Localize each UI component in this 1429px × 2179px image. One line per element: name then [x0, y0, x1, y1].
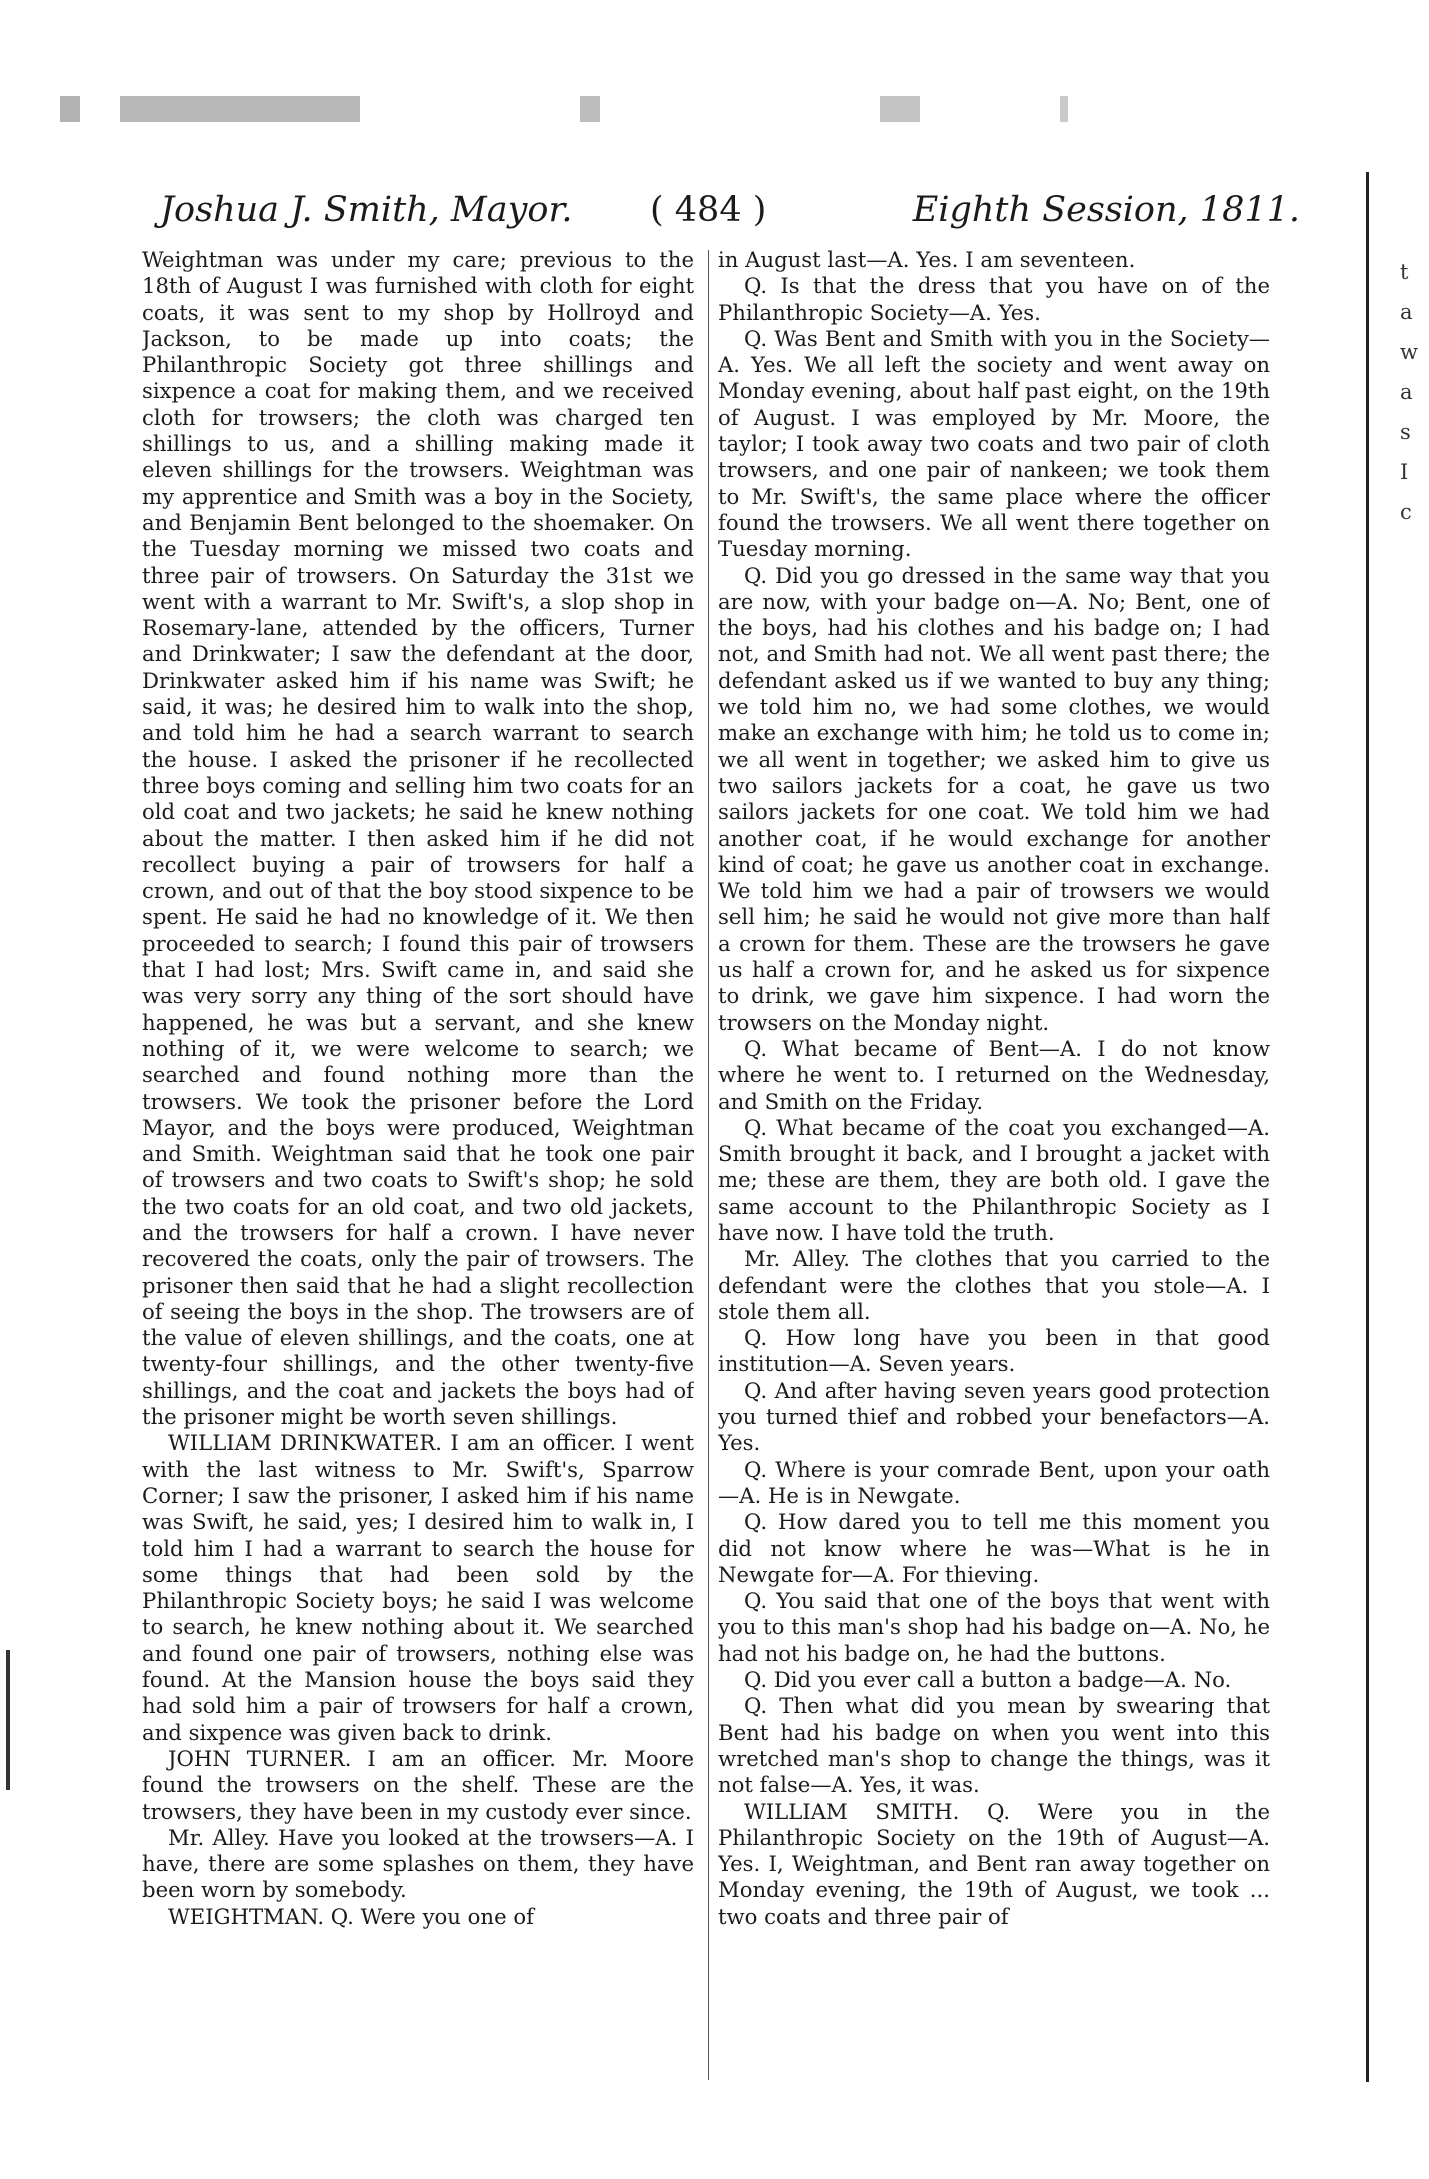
paragraph: Q. How long have you been in that good institution—A. Seven years.	[718, 1325, 1270, 1377]
paragraph: Q. Is that the dress that you have on of the Philanthropic Society—A. Yes.	[718, 273, 1270, 325]
margin-letter: I	[1400, 460, 1409, 484]
paragraph: Q. And after having seven years good protection you turned thief and robbed your benefactors—A. Yes.	[718, 1377, 1270, 1456]
paragraph: Q. Where is your comrade Bent, upon your oath—A. He is in Newgate.	[718, 1456, 1270, 1508]
paragraph: Mr. Alley. The clothes that you carried to the defendant were the clothes that you stole—A. I stole them all.	[718, 1246, 1270, 1324]
margin-letter: w	[1400, 340, 1418, 364]
paragraph: Mr. Alley. Have you looked at the trowsers—A. I have, there are some splashes on them, they have been worn by somebody.	[142, 1824, 694, 1903]
page-edge-right	[1366, 172, 1369, 2082]
column-rule	[708, 250, 709, 2080]
header-left: Joshua J. Smith, Mayor.	[160, 190, 573, 230]
paragraph: Q. What became of the coat you exchanged—A. Smith brought it back, and I brought a jacket with me; these are them, they are both old. I gave the same account to the Philanthropic Society as I have now. I have told the truth.	[718, 1114, 1270, 1245]
paragraph: WILLIAM SMITH. Q. Were you in the Philanthropic Society on the 19th of August—A. Yes. I, Weightman, and Bent ran away together on Monday evening, the 19th of August, we took ... two coats and three pair of	[718, 1798, 1270, 1929]
paragraph: Q. How dared you to tell me this moment you did not know where he was—What is he in Newgate for—A. For thieving.	[718, 1509, 1270, 1587]
running-header	[160, 180, 1300, 246]
margin-letter: a	[1400, 300, 1413, 324]
left-column	[142, 247, 694, 2087]
page-edge-left	[6, 1650, 10, 1790]
paragraph: Q. Was Bent and Smith with you in the Society—A. Yes. We all left the society and went away on Monday evening, about half past eight, on the 19th of August. I was employed by Mr. Moore, the taylor; I took away two coats and two pair of cloth trowsers, and one pair of nankeen; we took them to Mr. Swift's, the same place where the officer found the trowsers. We all went there together on Tuesday morning.	[718, 325, 1270, 562]
paragraph: in August last—A. Yes. I am seventeen.	[718, 247, 1136, 272]
paragraph: WILLIAM DRINKWATER. I am an officer. I went with the last witness to Mr. Swift's, Sparrow Corner; I saw the prisoner, I asked him if his name was Swift, he said, yes; I desired him to walk in, I told him I had a warrant to search the house for some things that had been sold by the Philanthropic Society boys; he said I was welcome to search, he knew nothing about it. We searched and found one pair of trowsers, nothing else was found. At the Mansion house the boys said they had sold him a pair of trowsers for half a crown, and sixpence was given back to drink.	[142, 1430, 694, 1745]
paragraph: JOHN TURNER. I am an officer. Mr. Moore found the trowsers on the shelf. These are the trowsers, they have been in my custody ever since.	[142, 1745, 694, 1824]
paragraph: Q. What became of Bent—A. I do not know where he went to. I returned on the Wednesday, and Smith on the Friday.	[718, 1035, 1270, 1114]
right-column	[718, 247, 1270, 2087]
paragraph: Weightman was under my care; previous to the 18th of August I was furnished with cloth for eight coats, it was sent to my shop by Hollroyd and Jackson, to be made up into coats; the Philanthropic Society got three shillings and sixpence a coat for making them, and we received cloth for trowsers; the cloth was charged ten shillings to us, and a shilling making made it eleven shillings for the trowsers. Weightman was my apprentice and Smith was a boy in the Society, and Benjamin Bent belonged to the shoemaker. On the Tuesday morning we missed two coats and three pair of trowsers. On Saturday the 31st we went with a warrant to Mr. Swift's, a slop shop in Rosemary-lane, attended by the officers, Turner and Drinkwater; I saw the defendant at the door, Drinkwater asked him if his name was Swift; he said, it was; he desired him to walk into the shop, and told him he had a search warrant to search the house. I asked the prisoner if he recollected three boys coming and selling him two coats for an old coat and two jackets; he said he knew nothing about the matter. I then asked him if he did not recollect buying a pair of trowsers for half a crown, and out of that the boy stood sixpence to be spent. He said he had no knowledge of it. We then proceeded to search; I found this pair of trowsers that I had lost; Mrs. Swift came in, and said she was very sorry any thing of the sort should have happened, he was but a servant, and she knew nothing of it, we were welcome to search; we searched and found nothing more than the trowsers. We took the prisoner before the Lord Mayor, and the boys were produced, Weightman and Smith. Weightman said that he took one pair of trowsers and two coats to Swift's shop; he sold the two coats for an old coat, and two old jackets, and the trowsers for half a crown. I have never recovered the coats, only the pair of trowsers. The prisoner then said that he had a slight recollection of seeing the boys in the shop. The trowsers are of the value of eleven shillings, and the coats, one at twenty-four shillings, and the other twenty-five shillings, and the coat and jackets the boys had of the prisoner might be worth seven shillings.	[142, 247, 694, 1430]
paragraph: Q. You said that one of the boys that went with you to this man's shop had his badge on—A. No, he had not his badge on, he had the buttons.	[718, 1588, 1270, 1666]
paragraph: WEIGHTMAN. Q. Were you one of	[168, 1903, 534, 1929]
paragraph: Q. Then what did you mean by swearing that Bent had his badge on when you went into this wretched man's shop to change the things, was it not false—A. Yes, it was.	[718, 1693, 1270, 1798]
margin-letter: s	[1400, 420, 1411, 444]
margin-letter: a	[1400, 380, 1413, 404]
margin-letter: t	[1400, 260, 1409, 284]
scan-noise-top	[60, 96, 1340, 122]
paragraph: Q. Did you ever call a button a badge—A. No.	[744, 1667, 1232, 1693]
page-number: ( 484 )	[650, 190, 767, 230]
paragraph: Q. Did you go dressed in the same way that you are now, with your badge on—A. No; Bent, one of the boys, had his clothes and his badge on; I had not, and Smith had not. We all went past there; the defendant asked us if we wanted to buy any thing; we told him no, we had some clothes, we would make an exchange with him; he told us to come in; we all went in together; we asked him to give us two sailors jackets for a coat, he gave us two sailors jackets for one coat. We told him we had another coat, if he would exchange for another kind of coat; he gave us another coat in exchange. We told him we had a pair of trowsers we would sell him; he said he would not give more than half a crown for them. These are the trowsers he gave us half a crown for, and he asked us for sixpence to drink, we gave him sixpence. I had worn the trowsers on the Monday night.	[718, 562, 1270, 1035]
header-right: Eighth Session, 1811.	[912, 190, 1300, 230]
margin-bleed-letters	[1400, 252, 1429, 532]
margin-letter: c	[1400, 500, 1412, 524]
